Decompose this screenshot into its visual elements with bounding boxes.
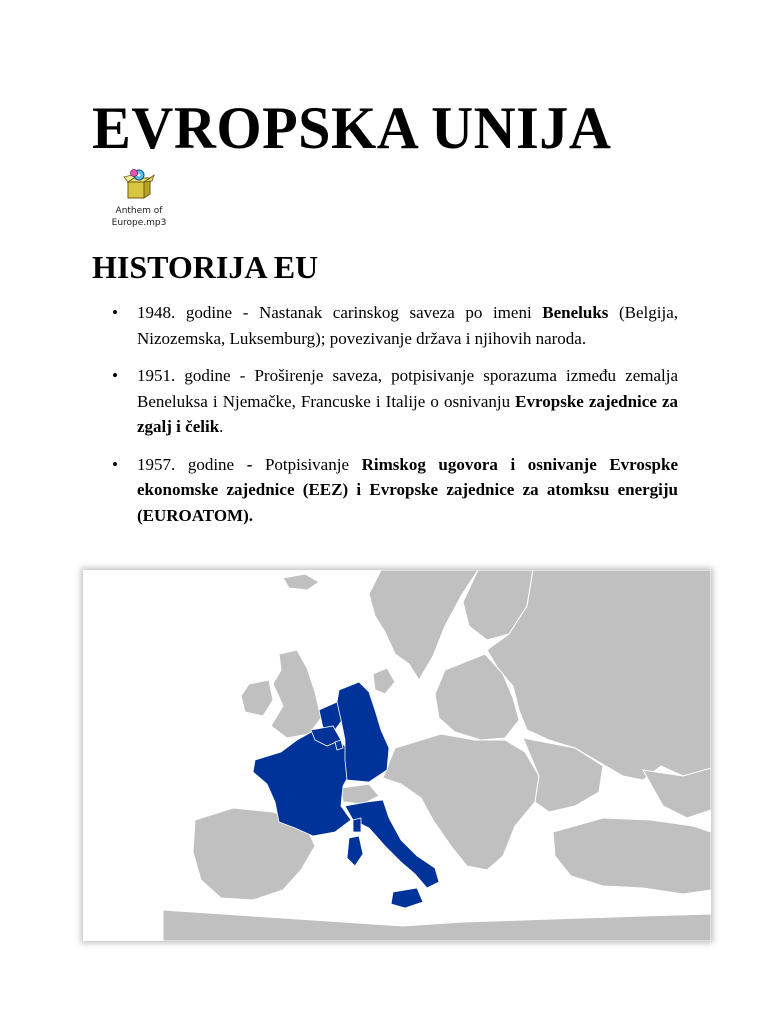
section-heading: HISTORIJA EU [92,249,319,285]
bullet-text: Proširenje saveza, potpisivanje sporazuma između zemalja Beneluksa i Njemačke, Francuske i Italije o osnivanju [137,366,678,411]
bullet-bold-text: Evropske zajednice za zgalj i čelik [137,391,678,436]
attachment-filename-line1: Anthem of [115,206,163,216]
bullet-year: 1948. godine - [137,303,259,322]
bullet-icon: • [112,454,118,474]
bullet-text: Potpisivanje [252,454,362,474]
list-item [112,452,678,529]
page-title: EVROPSKA UNIJA [92,95,612,161]
bullet-dash: - [246,454,253,474]
europe-map [83,570,711,941]
bullet-text: . [219,417,224,436]
country-italy-corsica [353,818,361,832]
bullet-year: 1957. godine [137,454,247,474]
bullet-icon: • [112,303,118,322]
bullet-year: 1951. godine - [137,366,255,385]
list-item [112,300,678,351]
europe-map-svg [83,570,711,941]
history-list [112,300,678,540]
bullet-text: Nastanak carinskog saveza po imeni [258,303,543,322]
audio-file-icon [122,168,156,202]
attachment-anthem[interactable] [104,168,174,229]
bullet-bold-text: Beneluks [542,303,609,322]
attachment-filename-line2: Europe.mp3 [111,218,167,228]
bullet-text: (Belgija, Nizozemska, Luksemburg); povezivanje država i njihovih naroda. [137,303,679,348]
list-item [112,363,678,440]
bullet-icon: • [112,366,118,385]
bullet-bold-text: Rimskog ugovora i osnivanje Evrospke ekonomske zajednice (EEZ) i Evropske zajednice za atomksu energiju (EUROATOM). [137,454,678,525]
